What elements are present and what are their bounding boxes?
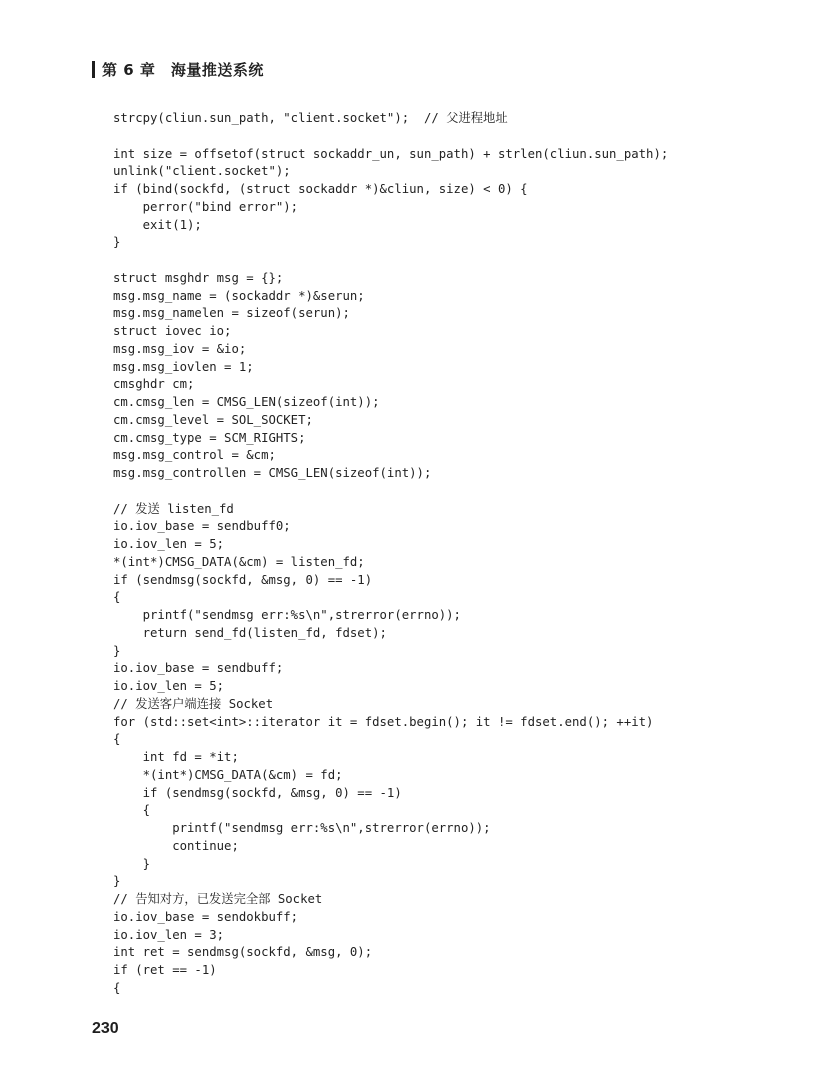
code-line: // 发送客户端连接 Socket — [113, 696, 274, 711]
code-line: int size = offsetof(struct sockaddr_un, sun_path) + strlen(cliun.sun_path); — [113, 146, 669, 161]
code-line: cm.cmsg_level = SOL_SOCKET; — [113, 412, 313, 427]
code-line: { — [113, 980, 121, 995]
code-line: msg.msg_namelen = sizeof(serun); — [113, 306, 350, 321]
code-line: } — [113, 235, 121, 250]
code-line: { — [113, 803, 151, 818]
code-line: msg.msg_iov = &io; — [113, 341, 247, 356]
code-line: for (std::set<int>::iterator it = fdset.begin(); it != fdset.end(); ++it) — [113, 714, 654, 729]
code-line: strcpy(cliun.sun_path, "client.socket"); // 父进程地址 — [113, 111, 508, 125]
code-line: printf("sendmsg err:%s\n",strerror(errno)); — [113, 821, 491, 835]
code-line: printf("sendmsg err:%s\n",strerror(errno)); — [113, 608, 461, 622]
code-line: io.iov_len = 3; — [113, 927, 225, 942]
code-line: io.iov_base = sendbuff0; — [113, 519, 291, 534]
code-line: unlink("client.socket"); — [113, 164, 291, 179]
code-line: int ret = sendmsg(sockfd, &msg, 0); — [113, 945, 373, 960]
code-line: if (sendmsg(sockfd, &msg, 0) == -1) — [113, 785, 402, 800]
page-number: 230 — [92, 1020, 119, 1037]
code-line: exit(1); — [113, 217, 202, 232]
code-line: // 发送 listen_fd — [113, 501, 234, 516]
code-line: *(int*)CMSG_DATA(&cm) = fd; — [113, 767, 343, 782]
chapter-title: 第 6 章 海量推送系统 — [102, 60, 264, 79]
code-line: io.iov_len = 5; — [113, 679, 225, 693]
code-line: io.iov_base = sendokbuff; — [113, 909, 299, 924]
code-line: perror("bind error"); — [113, 199, 299, 214]
code-line: { — [113, 590, 121, 605]
code-line: cm.cmsg_type = SCM_RIGHTS; — [113, 430, 306, 445]
code-line: // 告知对方，已发送完全部 Socket — [113, 892, 323, 906]
chapter-header — [92, 58, 264, 80]
code-line: continue; — [113, 838, 239, 853]
code-line: msg.msg_control = &cm; — [113, 448, 276, 463]
code-line: if (sendmsg(sockfd, &msg, 0) == -1) — [113, 572, 373, 587]
code-line: msg.msg_name = (sockaddr *)&serun; — [113, 288, 365, 303]
code-line: if (ret == -1) — [113, 963, 217, 977]
code-line: int fd = *it; — [113, 750, 239, 764]
code-line: msg.msg_iovlen = 1; — [113, 359, 254, 374]
code-listing — [113, 110, 803, 998]
code-line: io.iov_len = 5; — [113, 537, 225, 551]
code-line: return send_fd(listen_fd, fdset); — [113, 625, 387, 640]
code-line — [113, 128, 803, 146]
code-line — [113, 483, 803, 501]
code-line — [113, 252, 803, 270]
code-line: *(int*)CMSG_DATA(&cm) = listen_fd; — [113, 554, 365, 569]
code-line: } — [113, 643, 121, 658]
code-line: } — [113, 874, 121, 889]
code-line: { — [113, 732, 121, 747]
code-line: struct msghdr msg = {}; — [113, 270, 284, 285]
code-line: if (bind(sockfd, (struct sockaddr *)&cliun, size) < 0) { — [113, 182, 528, 196]
code-line: } — [113, 856, 151, 871]
code-line: struct iovec io; — [113, 324, 232, 338]
code-line: io.iov_base = sendbuff; — [113, 661, 284, 676]
header-bar — [92, 61, 95, 78]
code-line: cmsghdr cm; — [113, 377, 195, 392]
code-line: cm.cmsg_len = CMSG_LEN(sizeof(int)); — [113, 395, 380, 409]
code-line: msg.msg_controllen = CMSG_LEN(sizeof(int)); — [113, 466, 432, 480]
